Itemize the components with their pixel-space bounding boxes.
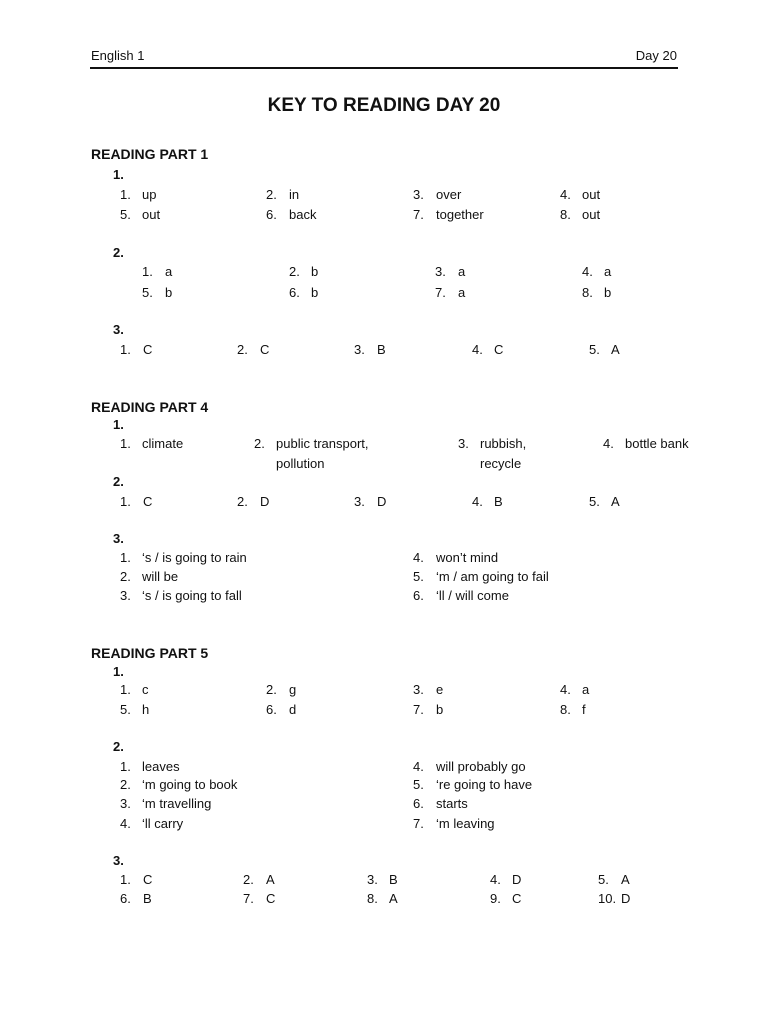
answer-item: 6. ‘ll / will come <box>413 588 509 603</box>
answer-item: 2. D <box>237 494 270 509</box>
question-label: 3. <box>113 853 124 868</box>
answer-item: 1. up <box>120 187 157 202</box>
answer-item: 3. B <box>354 342 386 357</box>
answer-item: 6. starts <box>413 796 468 811</box>
answer-item: 3. over <box>413 187 462 202</box>
answer-item: 3. rubbish, <box>458 436 527 451</box>
answer-item: 2. will be <box>120 569 179 584</box>
answer-item: 2. public transport, <box>254 436 369 451</box>
answer-item: 4. C <box>472 342 504 357</box>
section-heading-part1: READING PART 1 <box>91 146 209 162</box>
answer-item: 2. C <box>237 342 270 357</box>
question-label: 1. <box>113 167 124 182</box>
answer-item: 7. ‘m leaving <box>413 816 495 831</box>
question-label: 2. <box>113 245 124 260</box>
answer-item: 1. a <box>142 264 173 279</box>
answer-item: 1. C <box>120 342 153 357</box>
answer-item: 5. A <box>589 342 620 357</box>
answer-item: 3. a <box>435 264 466 279</box>
question-label: 1. <box>113 417 124 432</box>
answer-item: 1. C <box>120 872 153 887</box>
answer-item: 2. g <box>266 682 297 697</box>
answer-item: 2. A <box>243 872 275 887</box>
answer-item: 1. c <box>120 682 149 697</box>
header-day: Day 20 <box>635 48 677 63</box>
answer-item-continuation: recycle <box>480 456 522 471</box>
answer-item: 6. b <box>289 285 319 300</box>
answer-item: 9. C <box>490 891 522 906</box>
answer-item: 6. B <box>120 891 152 906</box>
section-heading-part5: READING PART 5 <box>91 645 209 661</box>
answer-item: 5. A <box>598 872 630 887</box>
answer-item: 5. A <box>589 494 620 509</box>
answer-item: 7. b <box>413 702 444 717</box>
answer-item: 3. e <box>413 682 444 697</box>
answer-item: 4. will probably go <box>413 759 526 774</box>
answer-item: 1. climate <box>120 436 184 451</box>
page-title: KEY TO READING DAY 20 <box>267 95 501 116</box>
answer-item: 5. h <box>120 702 150 717</box>
answer-item-continuation: pollution <box>276 456 325 471</box>
answer-item: 4. D <box>490 872 522 887</box>
answer-item: 6. back <box>266 207 317 222</box>
answer-item: 1. leaves <box>120 759 180 774</box>
answer-item: 1. C <box>120 494 153 509</box>
answer-item: 4. a <box>560 682 590 697</box>
question-label: 2. <box>113 739 124 754</box>
section-heading-part4: READING PART 4 <box>91 399 209 415</box>
answer-item: 4. out <box>560 187 601 202</box>
answer-item: 4. won’t mind <box>413 550 499 565</box>
question-label: 1. <box>113 664 124 679</box>
answer-item: 8. A <box>367 891 398 906</box>
answer-item: 3. B <box>367 872 398 887</box>
answer-item: 8. out <box>560 207 601 222</box>
answer-item: 4. B <box>472 494 503 509</box>
question-label: 3. <box>113 322 124 337</box>
answer-item: 5. ‘m / am going to fail <box>413 569 549 584</box>
answer-item: 7. a <box>435 285 466 300</box>
answer-item: 7. C <box>243 891 276 906</box>
answer-item: 7. together <box>413 207 484 222</box>
answer-item: 6. d <box>266 702 297 717</box>
answer-item: 8. b <box>582 285 612 300</box>
question-label: 2. <box>113 474 124 489</box>
answer-item: 4. ‘ll carry <box>120 816 184 831</box>
answer-item: 5. b <box>142 285 173 300</box>
answer-item: 3. ‘m travelling <box>120 796 212 811</box>
answer-item: 2. b <box>289 264 319 279</box>
answer-item: 4. a <box>582 264 612 279</box>
answer-item: 5. ‘re going to have <box>413 777 533 792</box>
answer-item: 2. in <box>266 187 300 202</box>
answer-item: 4. bottle bank <box>603 436 689 451</box>
header-course: English 1 <box>91 48 145 63</box>
answer-item: 10. D <box>598 891 631 906</box>
answer-item: 3. D <box>354 494 387 509</box>
answer-item: 2. ‘m going to book <box>120 777 238 792</box>
answer-item: 3. ‘s / is going to fall <box>120 588 242 603</box>
header-rule <box>90 67 678 69</box>
answer-item: 1. ‘s / is going to rain <box>120 550 247 565</box>
answer-item: 8. f <box>560 702 586 717</box>
answer-item: 5. out <box>120 207 161 222</box>
question-label: 3. <box>113 531 124 546</box>
